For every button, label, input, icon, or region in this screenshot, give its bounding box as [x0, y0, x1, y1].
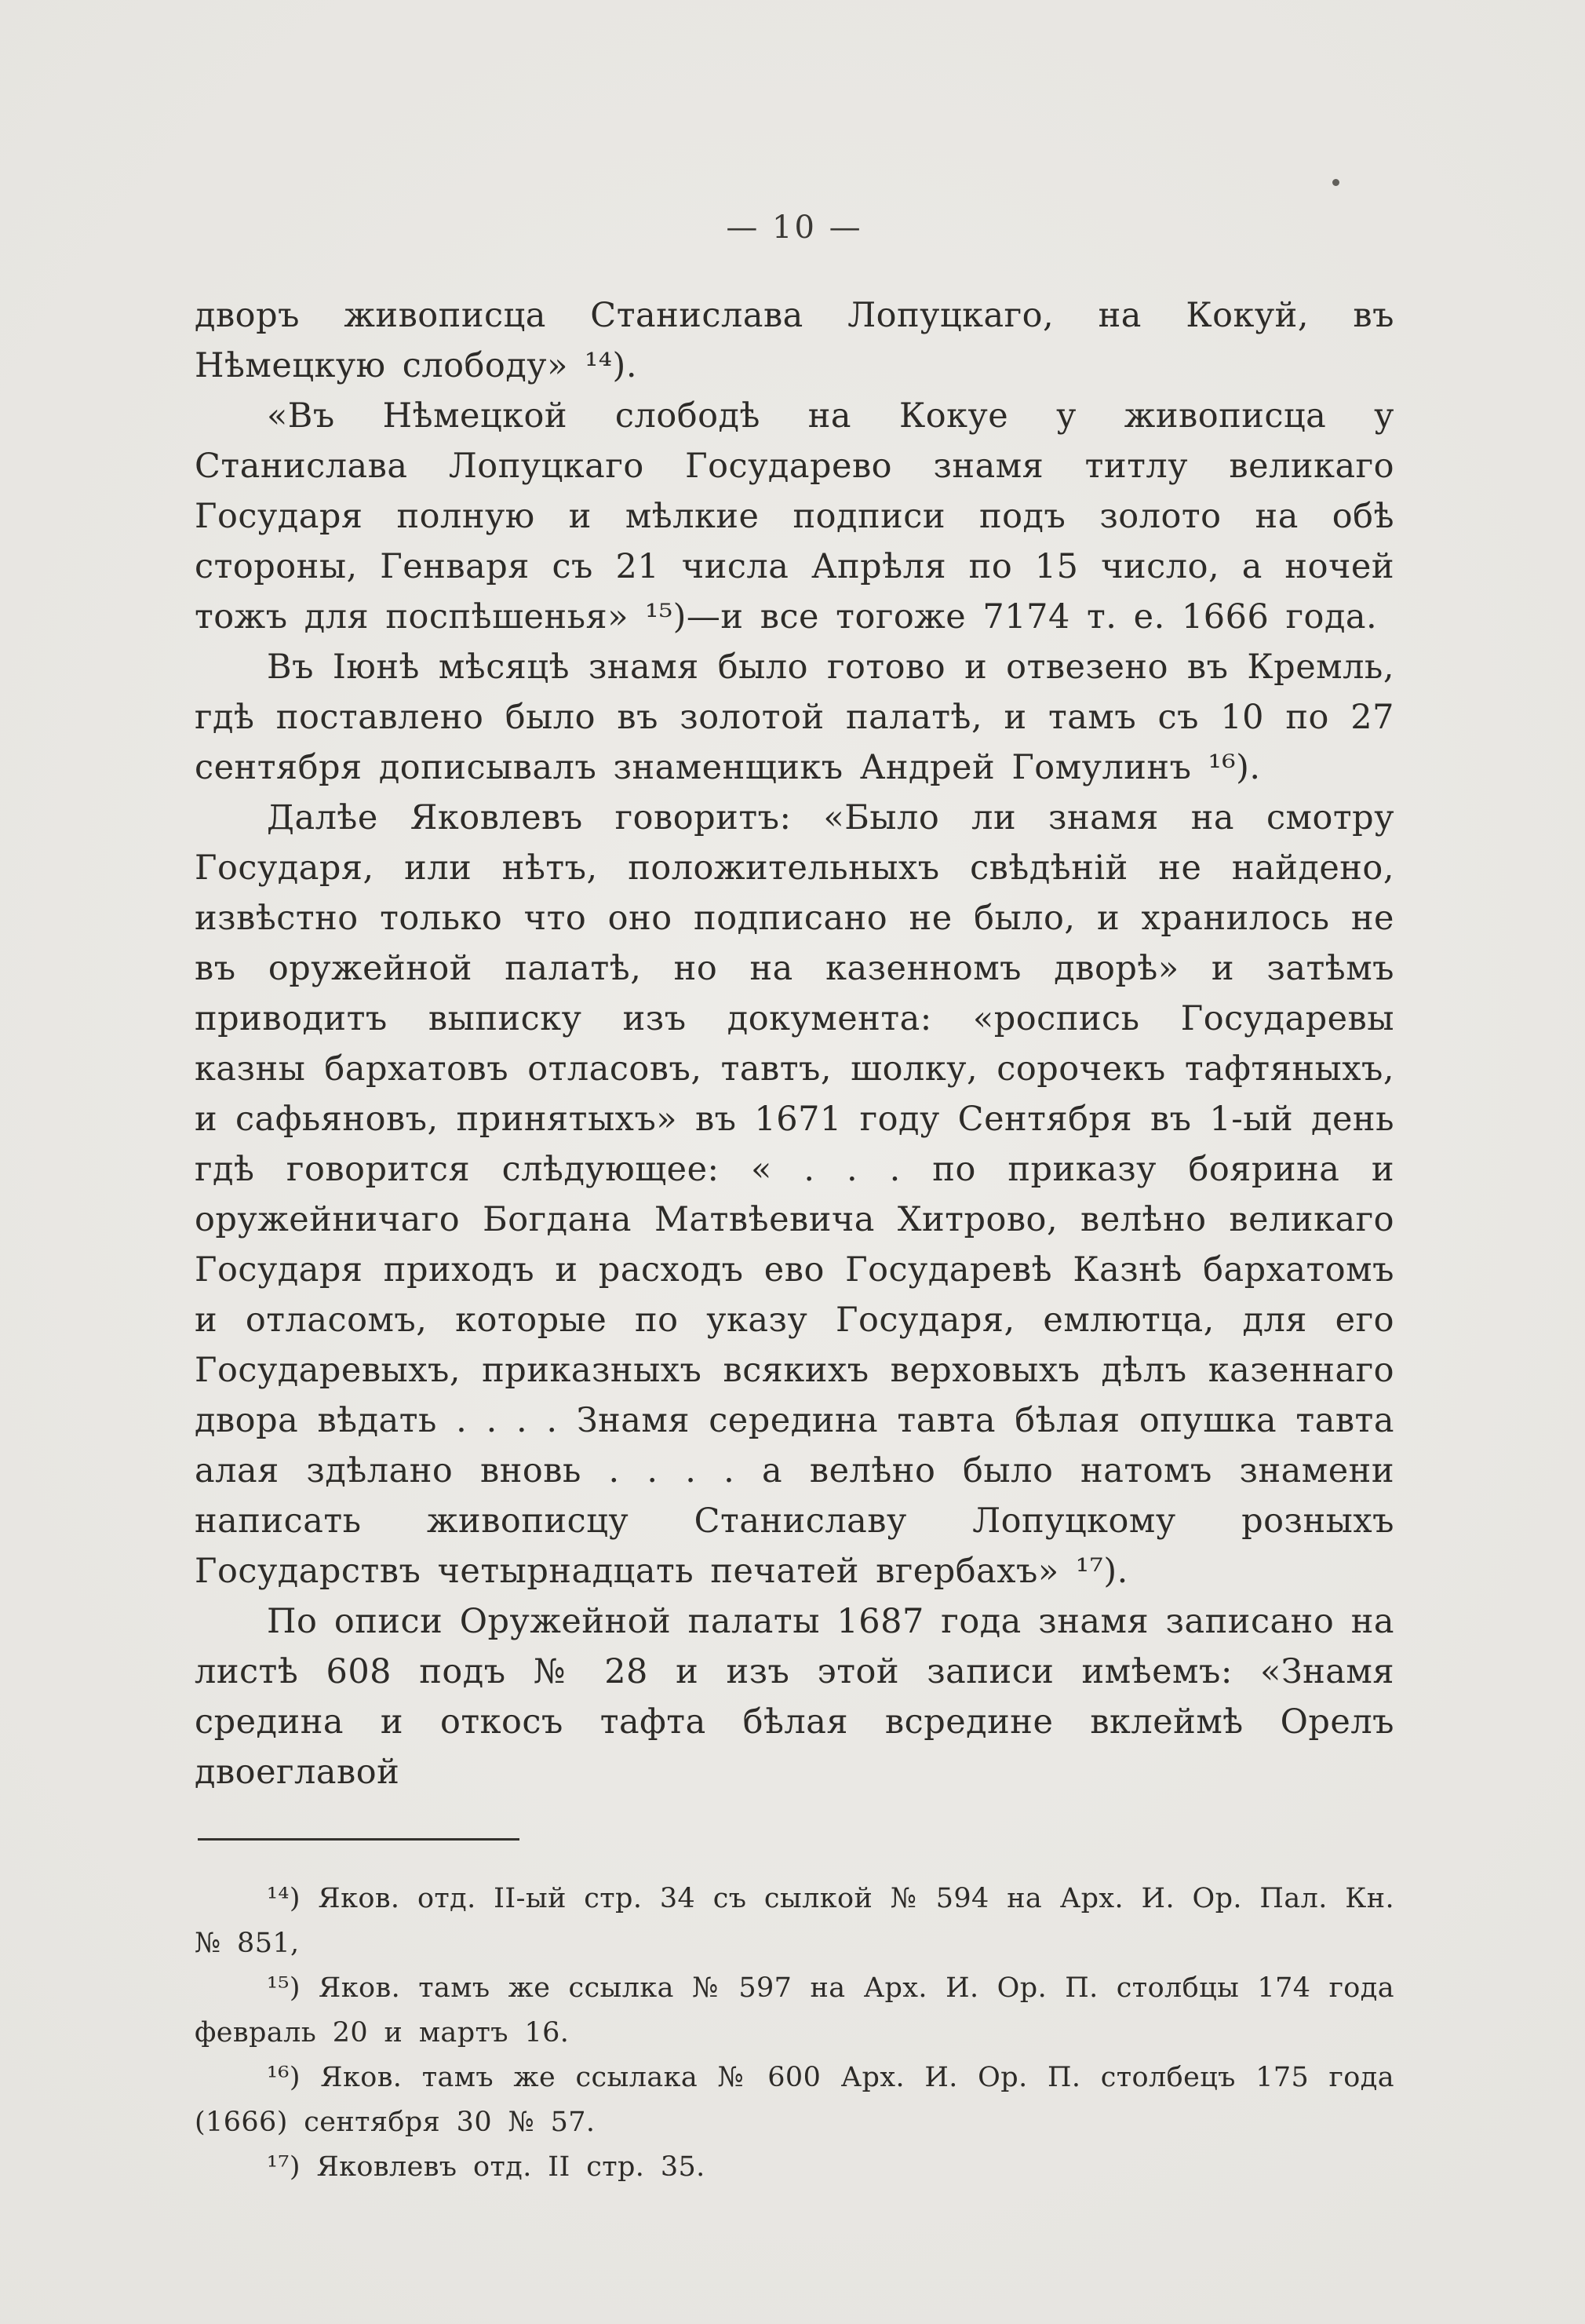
footnote-16: ¹⁶) Яков. тамъ же ссылака № 600 Арх. И. Ор. П. столбецъ 175 года (1666) сентября 30 № 57.	[195, 2062, 1394, 2138]
footnote-15: ¹⁵) Яков. тамъ же ссылка № 597 на Арх. И. Ор. П. столбцы 174 года февраль 20 и мартъ 16.	[195, 1972, 1394, 2049]
body-text	[195, 290, 1394, 1797]
paragraph-yakovlev-quote: Далѣе Яковлевъ говоритъ: «Было ли знамя на смотру Государя, или нѣтъ, положительныхъ свѣдѣній не найдено, извѣстно только что оно подписано не было, и хранилось не въ оружейной палатѣ, но на казенномъ дворѣ» и затѣмъ приводитъ выписку изъ документа: «роспись Государевы казны бархатовъ отласовъ, тавтъ, шолку, сорочекъ тафтяныхъ, и сафьяновъ, принятыхъ» въ 1671 году Сентября въ 1-ый день гдѣ говорится слѣдующее: « . . . по приказу боярина и оружейничаго Богдана Матвѣевича Хитрово, велѣно великаго Государя приходъ и расходъ ево Государевѣ Казнѣ бархатомъ и отласомъ, которые по указу Государя, емлютца, для его Государевыхъ, приказныхъ всякихъ верховыхъ дѣлъ казеннаго двора вѣдать . . . . Знамя середина тавта бѣлая опушка тавта алая здѣлано вновь . . . . а велѣно было натомъ знамени написать живописцу Станиславу Лопуцкому розныхъ Государствъ четырнадцать печатей вгербахъ» ¹⁷).	[195, 798, 1394, 1591]
page-number: — 10 —	[726, 210, 863, 246]
paragraph-quote-nemetskaya-sloboda: «Въ Нѣмецкой слободѣ на Кокуе у живописца у Станислава Лопуцкаго Государево знамя титлу великаго Государя полную и мѣлкие подписи подъ золото на обѣ стороны, Генваря съ 21 числа Апрѣля по 15 число, а ночей тожъ для поспѣшенья» ¹⁵)—и все тогоже 7174 т. е. 1666 года.	[195, 396, 1394, 637]
paragraph-opis-1687: По описи Оружейной палаты 1687 года знамя записано на листѣ 608 подъ № 28 и изъ этой записи имѣемъ: «Знамя средина и откосъ тафта бѣлая всредине вклеймѣ Орелъ двоеглавой	[195, 1602, 1394, 1792]
scan-artifact-dot	[1332, 179, 1339, 186]
footnotes-section	[195, 1877, 1394, 2190]
footnote-14: ¹⁴) Яков. отд. II-ый стр. 34 съ сылкой № 594 на Арх. И. Ор. Пал. Кн. № 851,	[195, 1883, 1394, 1959]
paragraph-continuation: дворъ живописца Станислава Лопуцкаго, на Кокуй, въ Нѣмецкую слободу» ¹⁴).	[195, 296, 1394, 385]
footnote-divider-rule	[198, 1838, 519, 1841]
paragraph-june-kreml: Въ Іюнѣ мѣсяцѣ знамя было готово и отвезено въ Кремль, гдѣ поставлено было въ золотой палатѣ, и тамъ съ 10 по 27 сентября дописывалъ знаменщикъ Андрей Гомулинъ ¹⁶).	[195, 648, 1394, 787]
footnote-17: ¹⁷) Яковлевъ отд. II стр. 35.	[267, 2151, 705, 2183]
